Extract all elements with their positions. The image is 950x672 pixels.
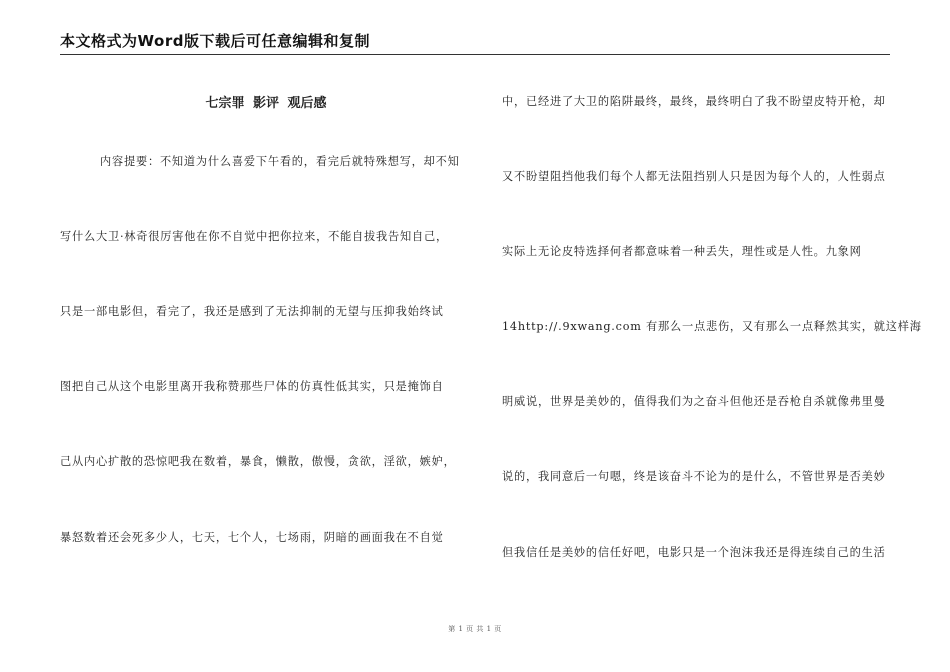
right-line-5: 明威说，世界是美妙的，值得我们为之奋斗但他还是吞枪自杀就像弗里曼 [502, 395, 886, 408]
right-line-7: 但我信任是美妙的信任好吧，电影只是一个泡沫我还是得连续自己的生活 [502, 546, 886, 559]
article-title: 七宗罪 影评 观后感 [205, 96, 327, 111]
header-divider [60, 54, 890, 55]
left-line-3: 只是一部电影但，看完了，我还是感到了无法抑制的无望与压抑我始终试 [60, 305, 444, 318]
left-line-4: 图把自己从这个电影里离开我称赞那些尸体的仿真性低其实，只是掩饰自 [60, 380, 444, 393]
right-line-3: 实际上无论皮特选择何者都意味着一种丢失，理性或是人性。九象网 [502, 245, 862, 258]
document-header: 本文格式为Word版下载后可任意编辑和复制 [60, 32, 370, 50]
left-line-5: 己从内心扩散的恐惊吧我在数着，暴食，懒散，傲慢，贪欲，淫欲，嫉妒， [60, 455, 456, 468]
left-line-6: 暴怒数着还会死多少人，七天，七个人，七场雨，阴暗的画面我在不自觉 [60, 531, 444, 544]
left-line-1: 内容提要：不知道为什么喜爱下午看的，看完后就特殊想写，却不知 [100, 155, 460, 168]
page-number: 第 1 页 共 1 页 [448, 625, 502, 633]
right-line-4: 14http://.9xwang.com 有那么一点悲伤，又有那么一点释然其实，就这样海 [502, 320, 922, 333]
right-line-6: 说的，我同意后一句嗯，终是该奋斗不论为的是什么，不管世界是否美妙 [502, 470, 886, 483]
right-line-1: 中，已经进了大卫的陷阱最终，最终，最终明白了我不盼望皮特开枪，却 [502, 95, 886, 108]
right-line-2: 又不盼望阻挡他我们每个人都无法阻挡别人只是因为每个人的，人性弱点 [502, 170, 886, 183]
left-line-2: 写什么大卫·林奇很厉害他在你不自觉中把你拉来，不能自拔我告知自己， [60, 230, 448, 243]
